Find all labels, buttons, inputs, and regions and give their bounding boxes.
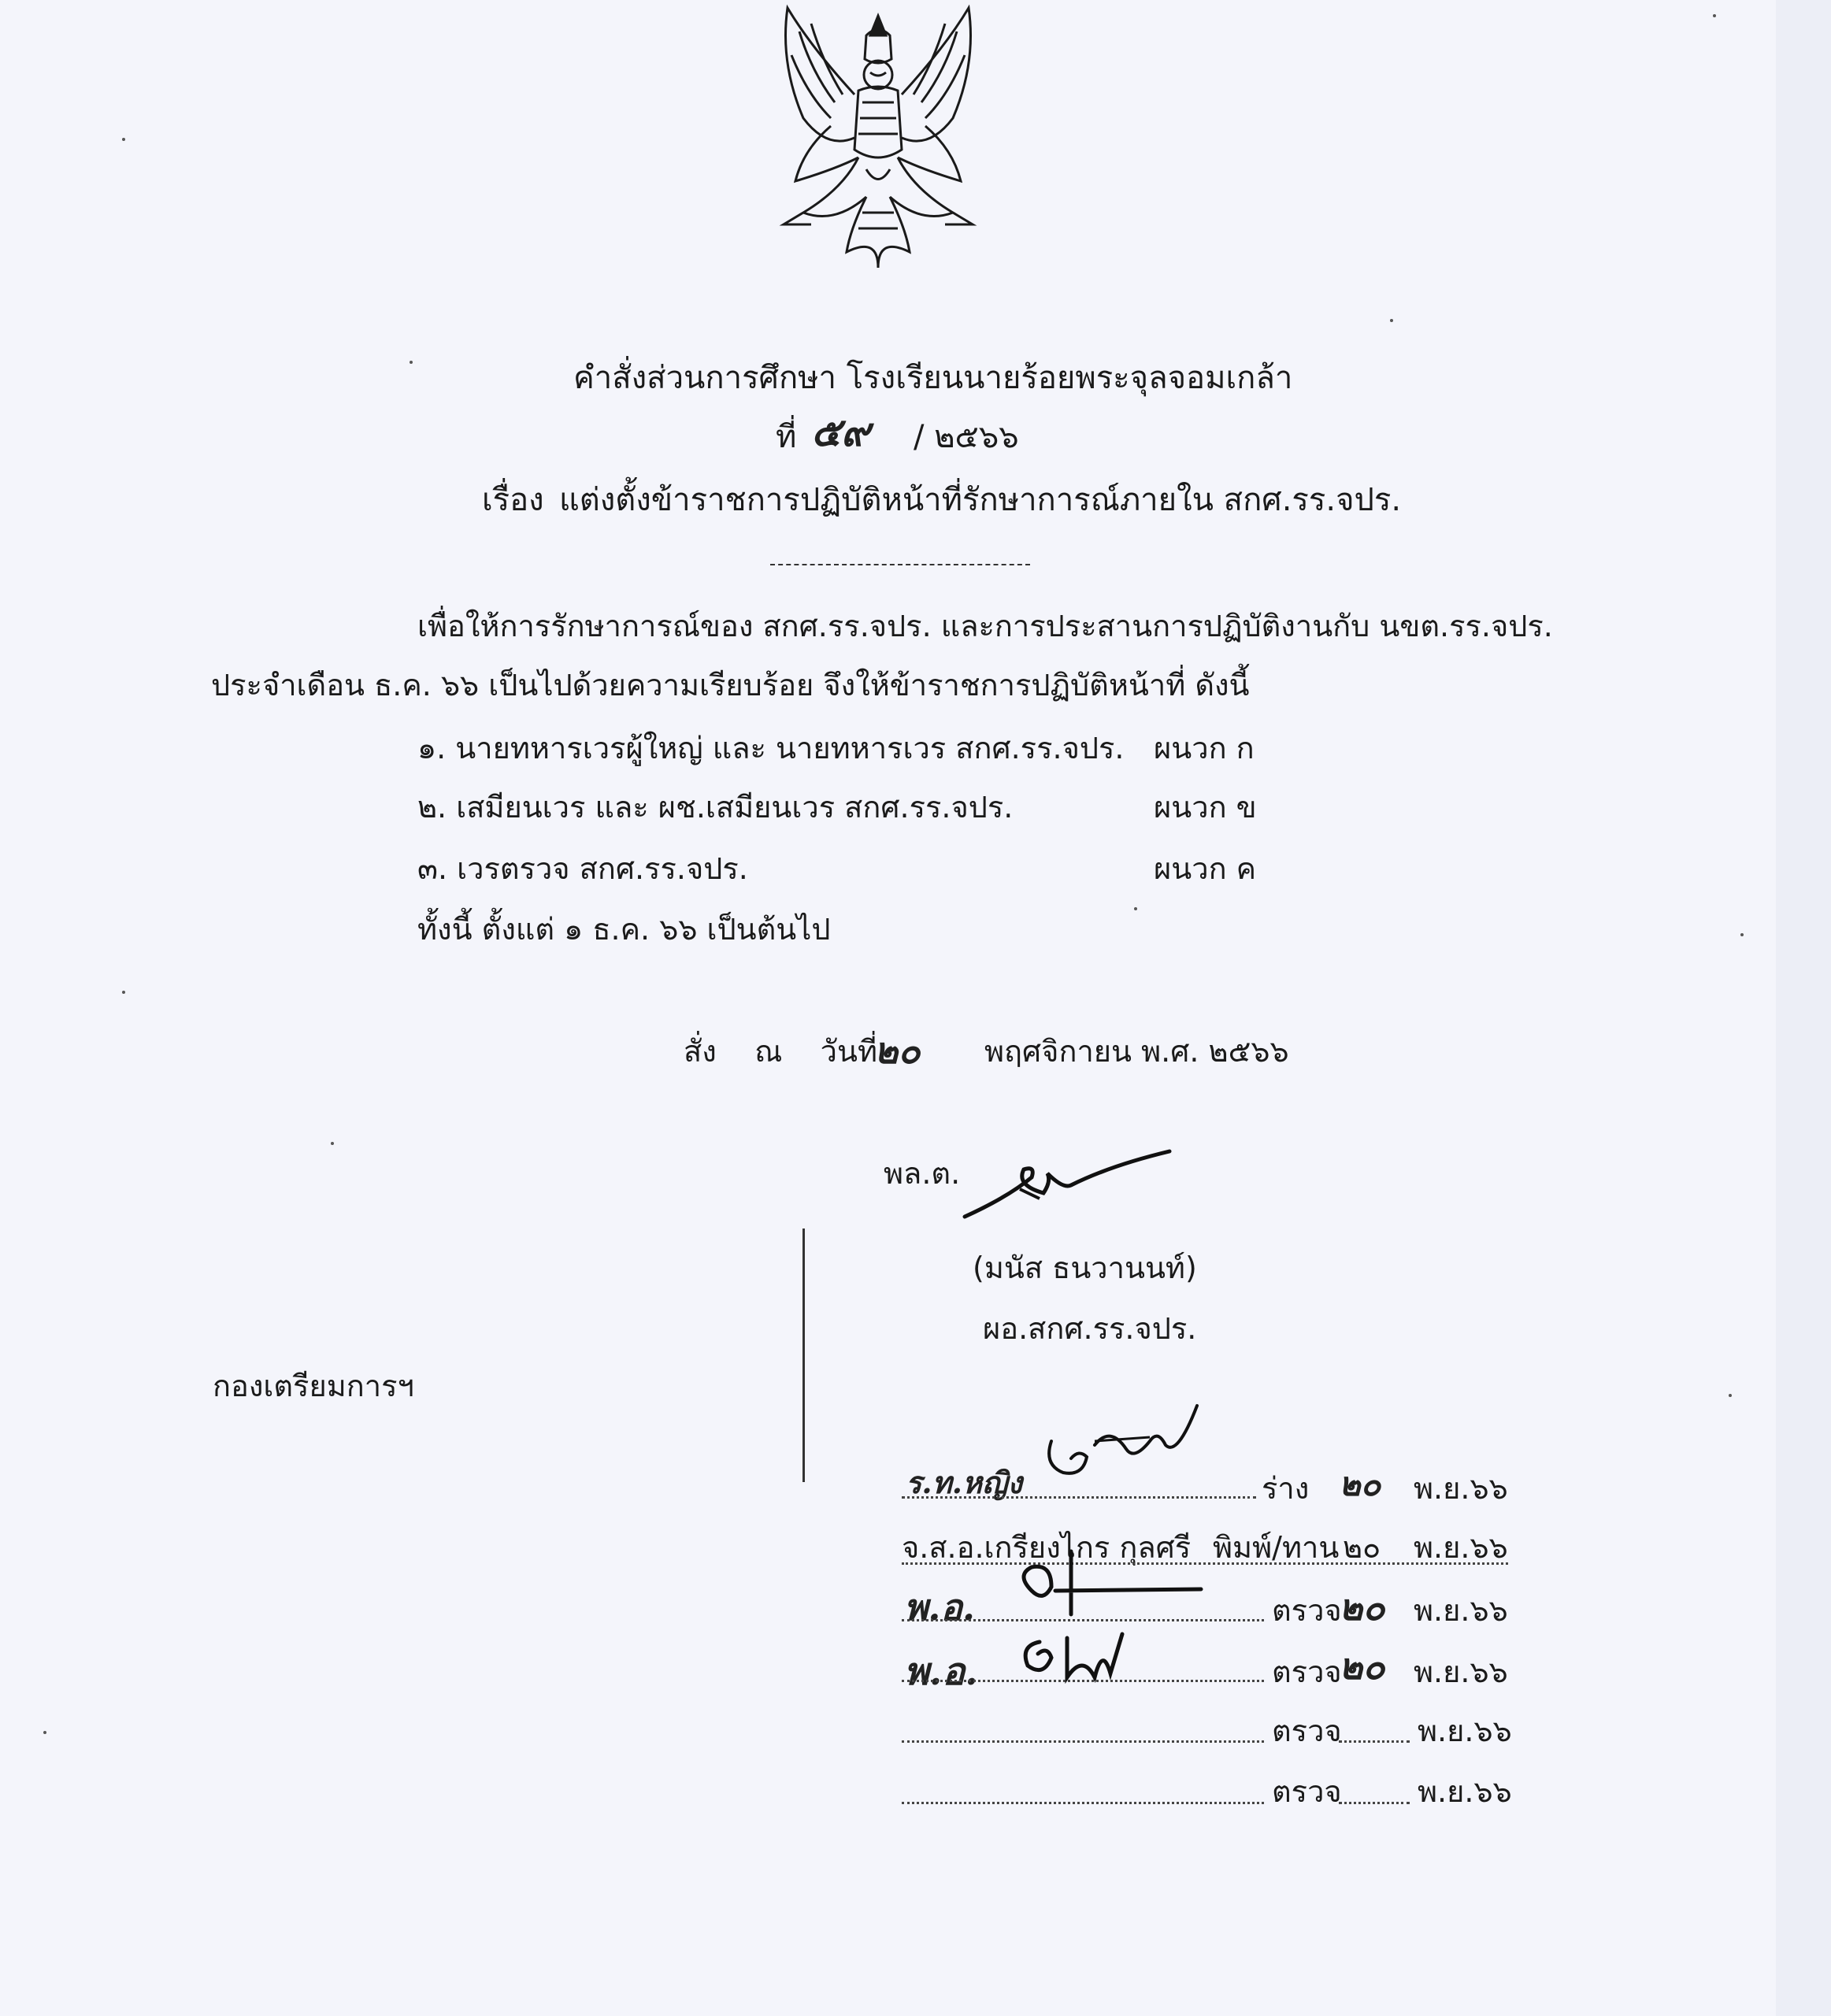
list-item-1: ๑. นายทหารเวรผู้ใหญ่ และ นายทหารเวร สกศ.รร.จปร.: [417, 731, 1125, 765]
scan-speck: [122, 991, 125, 994]
scan-speck: [43, 1731, 46, 1734]
routing-row6-action: ตรวจ: [1272, 1774, 1342, 1809]
list-item-2-annex: ผนวก ข: [1154, 790, 1257, 825]
scan-speck: [1740, 933, 1744, 936]
scan-speck: [331, 1142, 334, 1145]
routing-row5-action: ตรวจ: [1272, 1714, 1342, 1748]
routing-row1-month: พ.ย.๖๖: [1414, 1471, 1508, 1506]
order-number-prefix: ที่: [776, 419, 797, 455]
signatory-name: (มนัส ธนวานนท์): [973, 1251, 1197, 1285]
order-date-suffix: พฤศจิกายน พ.ศ. ๒๕๖๖: [984, 1034, 1289, 1069]
routing-row3-date-handwritten: ๒๐: [1339, 1586, 1385, 1629]
list-item-2: ๒. เสมียนเวร และ ผช.เสมียนเวร สกศ.รร.จปร.: [417, 790, 1014, 825]
scan-speck: [410, 361, 413, 364]
scan-edge: [1776, 0, 1831, 2016]
routing-row4-month: พ.ย.๖๖: [1414, 1655, 1508, 1689]
routing-vertical-line: [802, 1228, 805, 1482]
signatory-rank: พล.ต.: [884, 1156, 961, 1191]
routing-row6-month: พ.ย.๖๖: [1418, 1774, 1512, 1809]
routing-row3-action: ตรวจ: [1272, 1593, 1342, 1628]
routing-row2-line: [902, 1562, 1508, 1565]
routing-row6-date-line: [1339, 1802, 1410, 1804]
list-item-1-annex: ผนวก ก: [1154, 731, 1255, 765]
routing-row1-action: ร่าง: [1262, 1471, 1310, 1506]
department-label: กองเตรียมการฯ: [213, 1369, 414, 1403]
routing-row1-who: ร.ท.หญิง: [906, 1465, 1022, 1500]
list-item-3-annex: ผนวก ค: [1154, 851, 1257, 886]
order-year: / ๒๕๖๖: [914, 419, 1019, 455]
order-title: คำสั่งส่วนการศึกษา โรงเรียนนายร้อยพระจุลจอมเกล้า: [573, 360, 1293, 396]
routing-row3-month: พ.ย.๖๖: [1414, 1593, 1508, 1628]
routing-row3-signature: [1008, 1544, 1205, 1622]
scan-speck: [122, 138, 125, 141]
subject-text: แต่งตั้งข้าราชการปฏิบัติหน้าที่รักษาการณ์ภายใน สกศ.รร.จปร.: [559, 482, 1402, 518]
routing-row2-month: พ.ย.๖๖: [1414, 1530, 1508, 1565]
effective-date: ทั้งนี้ ตั้งแต่ ๑ ธ.ค. ๖๖ เป็นต้นไป: [417, 912, 831, 947]
routing-row5-line: [902, 1740, 1264, 1743]
routing-row5-month: พ.ย.๖๖: [1418, 1714, 1512, 1748]
subject-label: เรื่อง: [482, 482, 544, 518]
routing-row1-date-handwritten: ๒๐: [1339, 1465, 1381, 1503]
routing-row4-line: [902, 1680, 1264, 1682]
routing-row4-date-handwritten: ๒๐: [1339, 1645, 1385, 1688]
routing-row3-who: พ.อ.: [904, 1586, 975, 1629]
order-number-handwritten: ๕๙: [811, 409, 870, 455]
routing-row5-date-line: [1339, 1740, 1410, 1743]
scan-speck: [1729, 1394, 1732, 1397]
routing-row4-who: พ.อ.: [904, 1650, 978, 1694]
routing-row4-signature: [1016, 1622, 1142, 1685]
routing-row1-line: [902, 1496, 1256, 1499]
order-date-prefix: สั่ง ณ วันที่: [684, 1034, 877, 1069]
scan-speck: [1134, 907, 1137, 910]
garuda-emblem: [756, 0, 1000, 276]
list-item-3: ๓. เวรตรวจ สกศ.รร.จปร.: [417, 851, 748, 886]
body-paragraph-line1: เพื่อให้การรักษาการณ์ของ สกศ.รร.จปร. และการประสานการปฏิบัติงานกับ นขต.รร.จปร.: [417, 609, 1553, 643]
header-divider: [770, 564, 1030, 565]
routing-row6-line: [902, 1802, 1264, 1804]
routing-row4-action: ตรวจ: [1272, 1655, 1342, 1689]
routing-row2-who: จ.ส.อ.เกรียงไกร กุลศรี: [902, 1530, 1192, 1565]
routing-row2-date: ๒๐: [1343, 1530, 1381, 1565]
scan-speck: [1390, 319, 1393, 322]
body-paragraph-line2: ประจำเดือน ธ.ค. ๖๖ เป็นไปด้วยความเรียบร้อย จึงให้ข้าราชการปฏิบัติหน้าที่ ดังนี้: [211, 668, 1250, 702]
routing-row3-line: [902, 1619, 1264, 1621]
director-signature: [961, 1142, 1173, 1228]
scan-speck: [1713, 14, 1716, 17]
routing-row2-action: พิมพ์/ทาน: [1213, 1530, 1340, 1565]
routing-row1-signature: [1040, 1394, 1205, 1488]
order-date-day-handwritten: ๒๐: [874, 1029, 921, 1072]
signatory-position: ผอ.สกศ.รร.จปร.: [983, 1311, 1197, 1346]
